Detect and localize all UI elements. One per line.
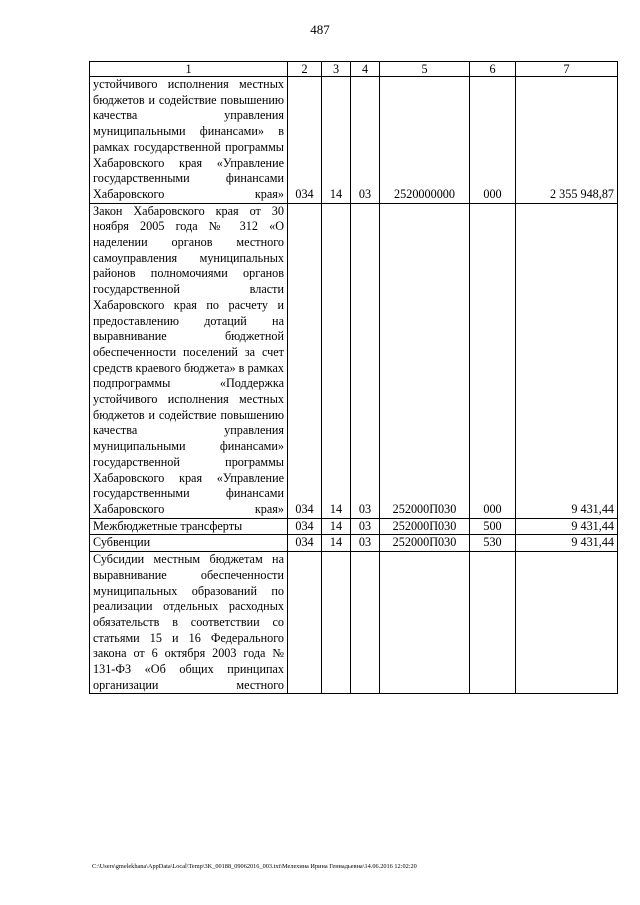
- row-expense-type: 000: [470, 77, 516, 204]
- row-amount: 9 431,44: [516, 518, 618, 535]
- col-header-2: 2: [288, 62, 322, 77]
- row-description: Межбюджетные трансферты: [90, 518, 288, 535]
- col-header-6: 6: [470, 62, 516, 77]
- header-row: [90, 62, 618, 77]
- row-section-code: 14: [322, 535, 351, 552]
- row-amount: 9 431,44: [516, 203, 618, 518]
- footer-file-path: C:\Users\gmelekhana\AppData\Local\Temp\3K_00188_09062016_003.txt\Мелехина Ирина Геннадьевна\14.06.2016 12:02:20: [92, 863, 417, 870]
- row-description: Субвенции: [90, 535, 288, 552]
- table-row: [90, 77, 618, 204]
- row-amount: 2 355 948,87: [516, 77, 618, 204]
- row-description: Субсидии местным бюджетам на выравнивание обеспеченности муниципальных образований по реализации отдельных расходных обязательств в соответствии со статьями 15 и 16 Федерального закона от 6 октября 2003 года № 131-ФЗ «Об общих принципах организации местного: [90, 552, 288, 694]
- row-ministry-code: 034: [288, 518, 322, 535]
- row-expense-type: [470, 552, 516, 694]
- col-header-7: 7: [516, 62, 618, 77]
- col-header-1: 1: [90, 62, 288, 77]
- row-section-code: 14: [322, 77, 351, 204]
- row-subsection-code: [351, 552, 380, 694]
- row-description: Закон Хабаровского края от 30 ноября 2005 года № 312 «О наделении органов местного самоуправления муниципальных районов полномочиями органов государственной власти Хабаровского края по расчету и предоставлению дотаций на выравнивание бюджетной обеспеченности поселений за счет средств краевого бюджета» в рамках подпрограммы «Поддержка устойчивого исполнения местных бюджетов и содействие повышению качества управления муниципальными финансами» государственной программы Хабаровского края «Управление государственными финансами Хабаровского края»: [90, 203, 288, 518]
- page-number: 487: [310, 22, 330, 37]
- col-header-5: 5: [380, 62, 470, 77]
- row-subsection-code: 03: [351, 535, 380, 552]
- budget-table: [89, 61, 618, 694]
- row-expense-type: 000: [470, 203, 516, 518]
- row-section-code: 14: [322, 518, 351, 535]
- row-section-code: [322, 552, 351, 694]
- row-subsection-code: 03: [351, 518, 380, 535]
- row-target-article: 252000П030: [380, 203, 470, 518]
- row-target-article: 2520000000: [380, 77, 470, 204]
- row-expense-type: 530: [470, 535, 516, 552]
- row-ministry-code: 034: [288, 203, 322, 518]
- table-row: [90, 552, 618, 694]
- row-target-article: [380, 552, 470, 694]
- col-header-4: 4: [351, 62, 380, 77]
- row-ministry-code: [288, 552, 322, 694]
- row-ministry-code: 034: [288, 535, 322, 552]
- row-subsection-code: 03: [351, 77, 380, 204]
- table-row: [90, 518, 618, 535]
- row-target-article: 252000П030: [380, 518, 470, 535]
- table-row: [90, 203, 618, 518]
- row-description: устойчивого исполнения местных бюджетов и содействие повышению качества управления муниципальными финансами» в рамках государственной программы Хабаровского края «Управление государственными финансами Хабаровского края»: [90, 77, 288, 204]
- col-header-3: 3: [322, 62, 351, 77]
- row-target-article: 252000П030: [380, 535, 470, 552]
- row-expense-type: 500: [470, 518, 516, 535]
- row-amount: [516, 552, 618, 694]
- row-subsection-code: 03: [351, 203, 380, 518]
- table-row: [90, 535, 618, 552]
- row-amount: 9 431,44: [516, 535, 618, 552]
- row-ministry-code: 034: [288, 77, 322, 204]
- row-section-code: 14: [322, 203, 351, 518]
